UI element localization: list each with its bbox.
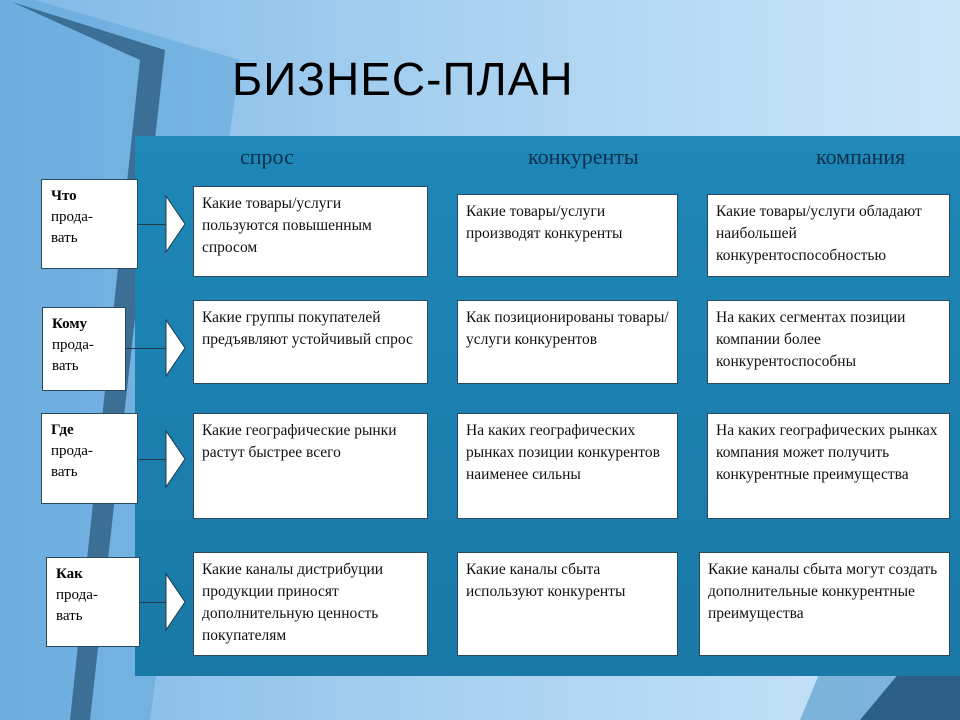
connector-line	[138, 459, 168, 460]
arrow-right-icon	[165, 319, 187, 377]
column-header-company: компания	[816, 144, 906, 169]
arrow-right-icon	[165, 573, 187, 631]
connector-line	[140, 602, 168, 603]
cell-company-whom: На каких сегментах позиции компании более конкурентоспособны	[707, 300, 950, 384]
column-header-competitors: конкуренты	[528, 144, 639, 169]
row-label-where-rest: прода- вать	[51, 443, 93, 480]
arrow-right-icon	[165, 430, 187, 488]
cell-company-what: Какие товары/услуги обладают наибольшей конкурентоспособностью	[707, 194, 950, 277]
row-label-what-rest: прода- вать	[51, 209, 93, 246]
cell-competitors-what: Какие товары/услуги производят конкуренты	[457, 194, 678, 277]
arrow-right-icon	[165, 195, 187, 253]
row-label-what-title: Что	[51, 188, 77, 204]
row-label-where	[41, 413, 138, 504]
cell-competitors-whom: Как позиционированы товары/услуги конкурентов	[457, 300, 678, 384]
cell-demand-whom: Какие группы покупателей предъявляют устойчивый спрос	[193, 300, 428, 384]
row-label-where-title: Где	[51, 422, 74, 438]
connector-line	[138, 224, 168, 225]
page-title: БИЗНЕС-ПЛАН	[232, 53, 574, 105]
cell-demand-where: Какие географические рынки растут быстрее всего	[193, 413, 428, 519]
row-label-whom-title: Кому	[52, 316, 88, 332]
cell-demand-how: Какие каналы дистрибуции продукции приносят дополнительную ценность покупателям	[193, 552, 428, 656]
column-header-demand: спрос	[240, 144, 294, 169]
row-label-whom	[42, 307, 126, 391]
row-label-how	[46, 557, 140, 647]
cell-company-how: Какие каналы сбыта могут создать дополнительные конкурентные преимущества	[699, 552, 950, 656]
row-label-how-rest: прода- вать	[56, 587, 98, 624]
row-label-how-title: Как	[56, 566, 83, 582]
cell-company-where: На каких географических рынках компания может получить конкурентные преимущества	[707, 413, 950, 519]
connector-line	[126, 348, 168, 349]
cell-competitors-where: На каких географических рынках позиции конкурентов наименее сильны	[457, 413, 678, 519]
row-label-what	[41, 179, 138, 269]
cell-competitors-how: Какие каналы сбыта используют конкуренты	[457, 552, 678, 656]
row-label-whom-rest: прода- вать	[52, 337, 94, 374]
cell-demand-what: Какие товары/услуги пользуются повышенным спросом	[193, 186, 428, 277]
